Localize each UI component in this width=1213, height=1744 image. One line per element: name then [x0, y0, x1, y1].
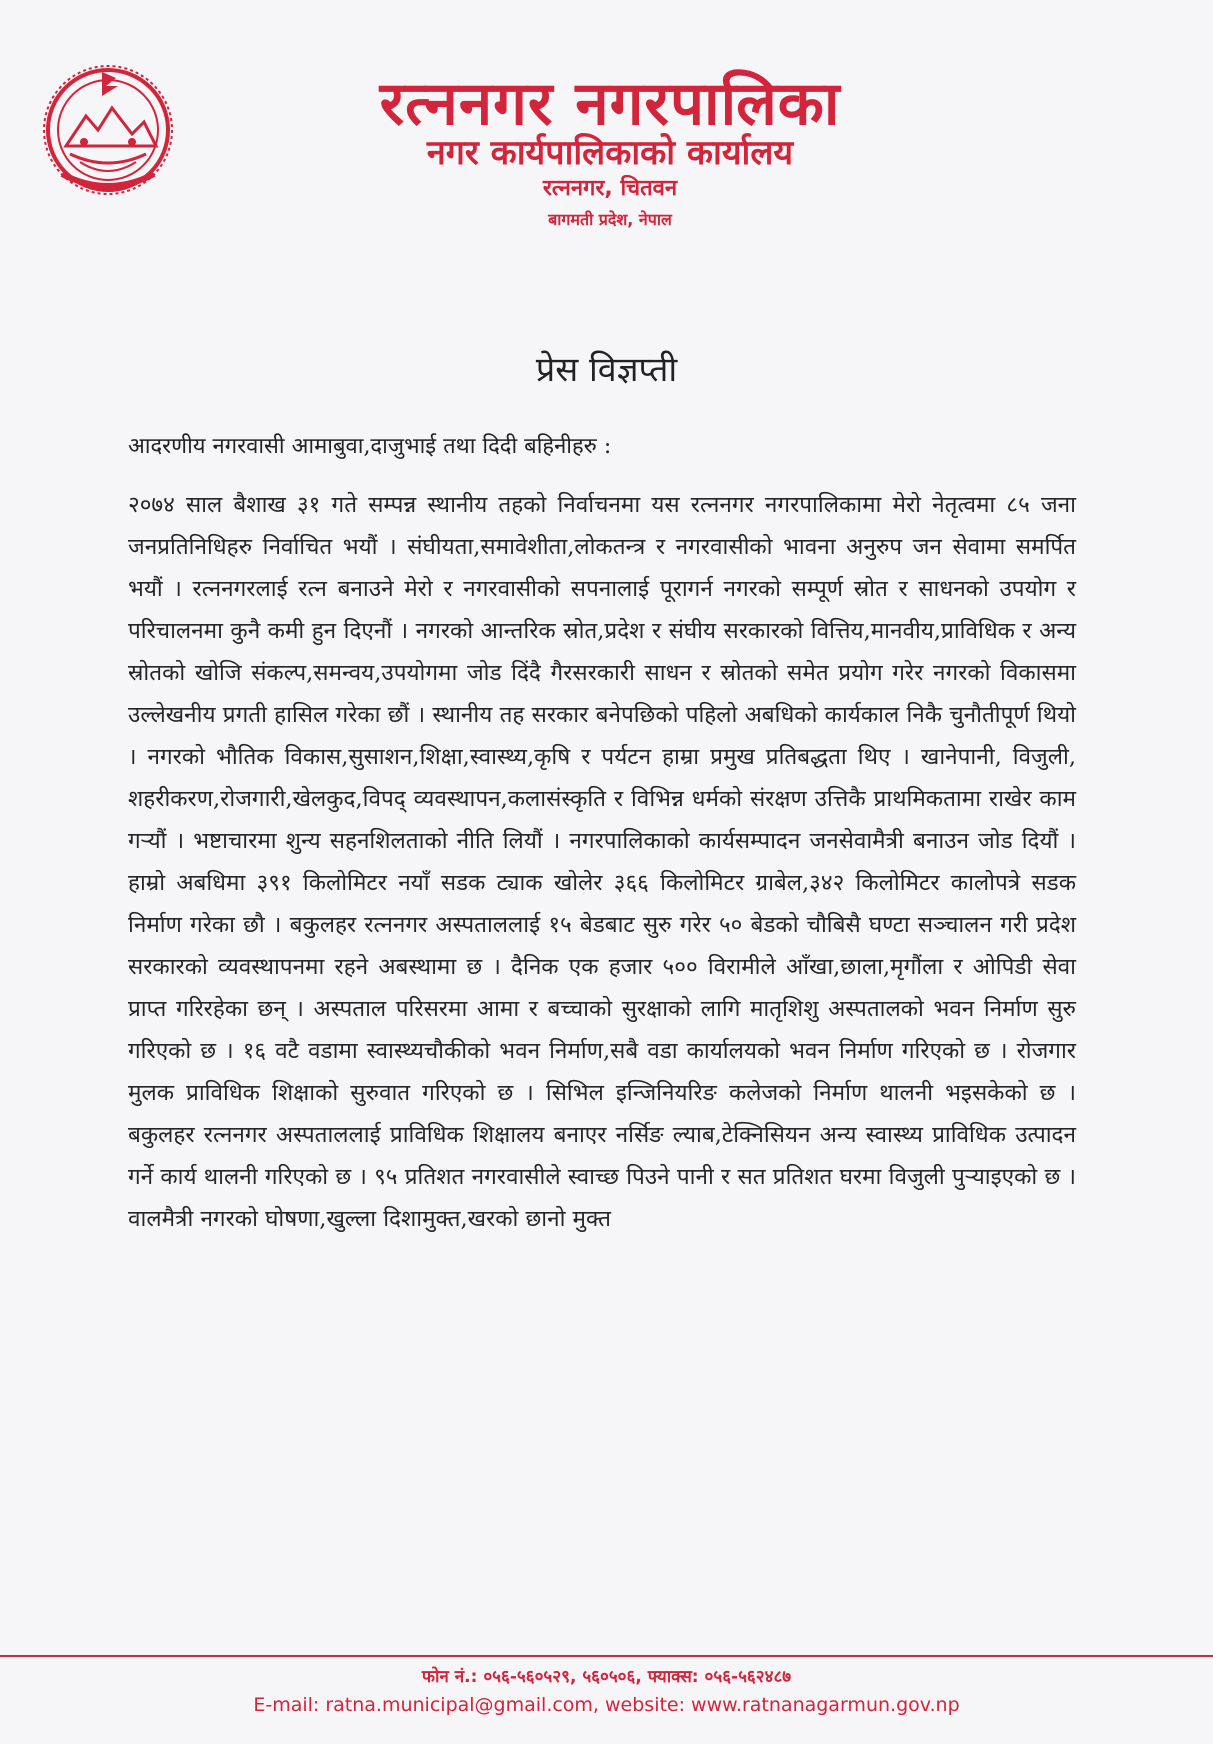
government-emblem-icon — [40, 62, 176, 198]
body-paragraph: २०७४ साल बैशाख ३१ गते सम्पन्न स्थानीय तहको निर्वाचनमा यस रत्ननगर नगरपालिकामा मेरो नेतृत्वमा ८५ जना जनप्रतिनिधिहरु निर्वाचित भयौं । संघीयता,समावेशीता,लोकतन्त्र र नगरवासीको भावना अनुरुप जन सेवामा समर्पित भयौं । रत्ननगरलाई रत्न बनाउने मेरो र नगरवासीको सपनालाई पूरागर्न नगरको सम्पूर्ण स्रोत र साधनको उपयोग र परिचालनमा कुनै कमी हुन दिएनौं । नगरको आन्तरिक स्रोत,प्रदेश र संघीय सरकारको वित्तिय,मानवीय,प्राविधिक र अन्य स्रोतको खोजि संकल्प,समन्वय,उपयोगमा जोड दिंदै गैरसरकारी साधन र स्रोतको समेत प्रयोग गरेर नगरको विकासमा उल्लेखनीय प्रगती हासिल गरेका छौं । स्थानीय तह सरकार बनेपछिको पहिलो अबधिको कार्यकाल निकै चुनौतीपूर्ण थियो । नगरको भौतिक विकास,सुसाशन,शिक्षा,स्वास्थ्य,कृषि र पर्यटन हाम्रा प्रमुख प्रतिबद्धता थिए । खानेपानी, विजुली, शहरीकरण,रोजगारी,खेलकुद,विपद् व्यवस्थापन,कलासंस्कृति र विभिन्न धर्मको संरक्षण उत्तिकै प्राथमिकतामा राखेर काम गऱ्यौं । भष्टाचारमा शुन्य सहनशिलताको नीति लियौं । नगरपालिकाको कार्यसम्पादन जनसेवामैत्री बनाउन जोड दियौं । हाम्रो अबधिमा ३९१ किलोमिटर नयाँ सडक ट्याक खोलेर ३६६ किलोमिटर ग्राबेल,३४२ किलोमिटर कालोपत्रे सडक निर्माण गरेका छौ । बकुलहर रत्ननगर अस्पताललाई १५ बेडबाट सुरु गरेर ५० बेडको चौबिसै घण्टा सञ्चालन गरी प्रदेश सरकारको व्यवस्थापनमा रहने अबस्थामा छ । दैनिक एक हजार ५०० विरामीले आँखा,छाला,मृगौंला र ओपिडी सेवा प्राप्त गरिरहेका छन् । अस्पताल परिसरमा आमा र बच्चाको सुरक्षाको लागि मातृशिशु अस्पतालको भवन निर्माण सुरु गरिएको छ । १६ वटै वडामा स्वास्थ्यचौकीको भवन निर्माण,सबै वडा कार्यालयको भवन निर्माण गरिएको छ । रोजगार मुलक प्राविधिक शिक्षाको सुरुवात गरिएको छ । सिभिल इन्जिनियरिङ कलेजको निर्माण थालनी भइसकेको छ । बकुलहर रत्ननगर अस्पताललाई प्राविधिक शिक्षालय बनाएर नर्सिङ ल्याब,टेक्निसियन अन्य स्वास्थ्य प्राविधिक उत्पादन गर्ने कार्य थालनी गरिएको छ । ९५ प्रतिशत नगरवासीले स्वाच्छ पिउने पानी र सत प्रतिशत घरमा विजुली पुऱ्याइएको छ । वालमैत्री नगरको घोषणा,खुल्ला दिशामुक्त,खरको छानो मुक्त — [128, 492, 1076, 1232]
footer-phone: फोन नं.: ०५६-५६०५२९, ५६०५०६, फ्याक्स: ०५६-५६२४८७ — [421, 1667, 792, 1687]
office-location: रत्ननगर, चितवन — [542, 176, 678, 201]
footer-contact: E-mail: ratna.municipal@gmail.com, website: www.ratnanagarmun.gov.np — [253, 1694, 960, 1716]
salutation: आदरणीय नगरवासी आमाबुवा,दाजुभाई तथा दिदी बहिनीहरु : — [128, 434, 612, 459]
office-name: नगर कार्यपालिकाको कार्यालय — [426, 133, 794, 173]
page-title: प्रेस विज्ञप्ती — [535, 350, 678, 390]
province-name: बागमती प्रदेश, नेपाल — [548, 210, 672, 229]
municipality-name: रत्ननगर नगरपालिका — [379, 69, 841, 139]
footer-divider — [0, 1655, 1213, 1657]
